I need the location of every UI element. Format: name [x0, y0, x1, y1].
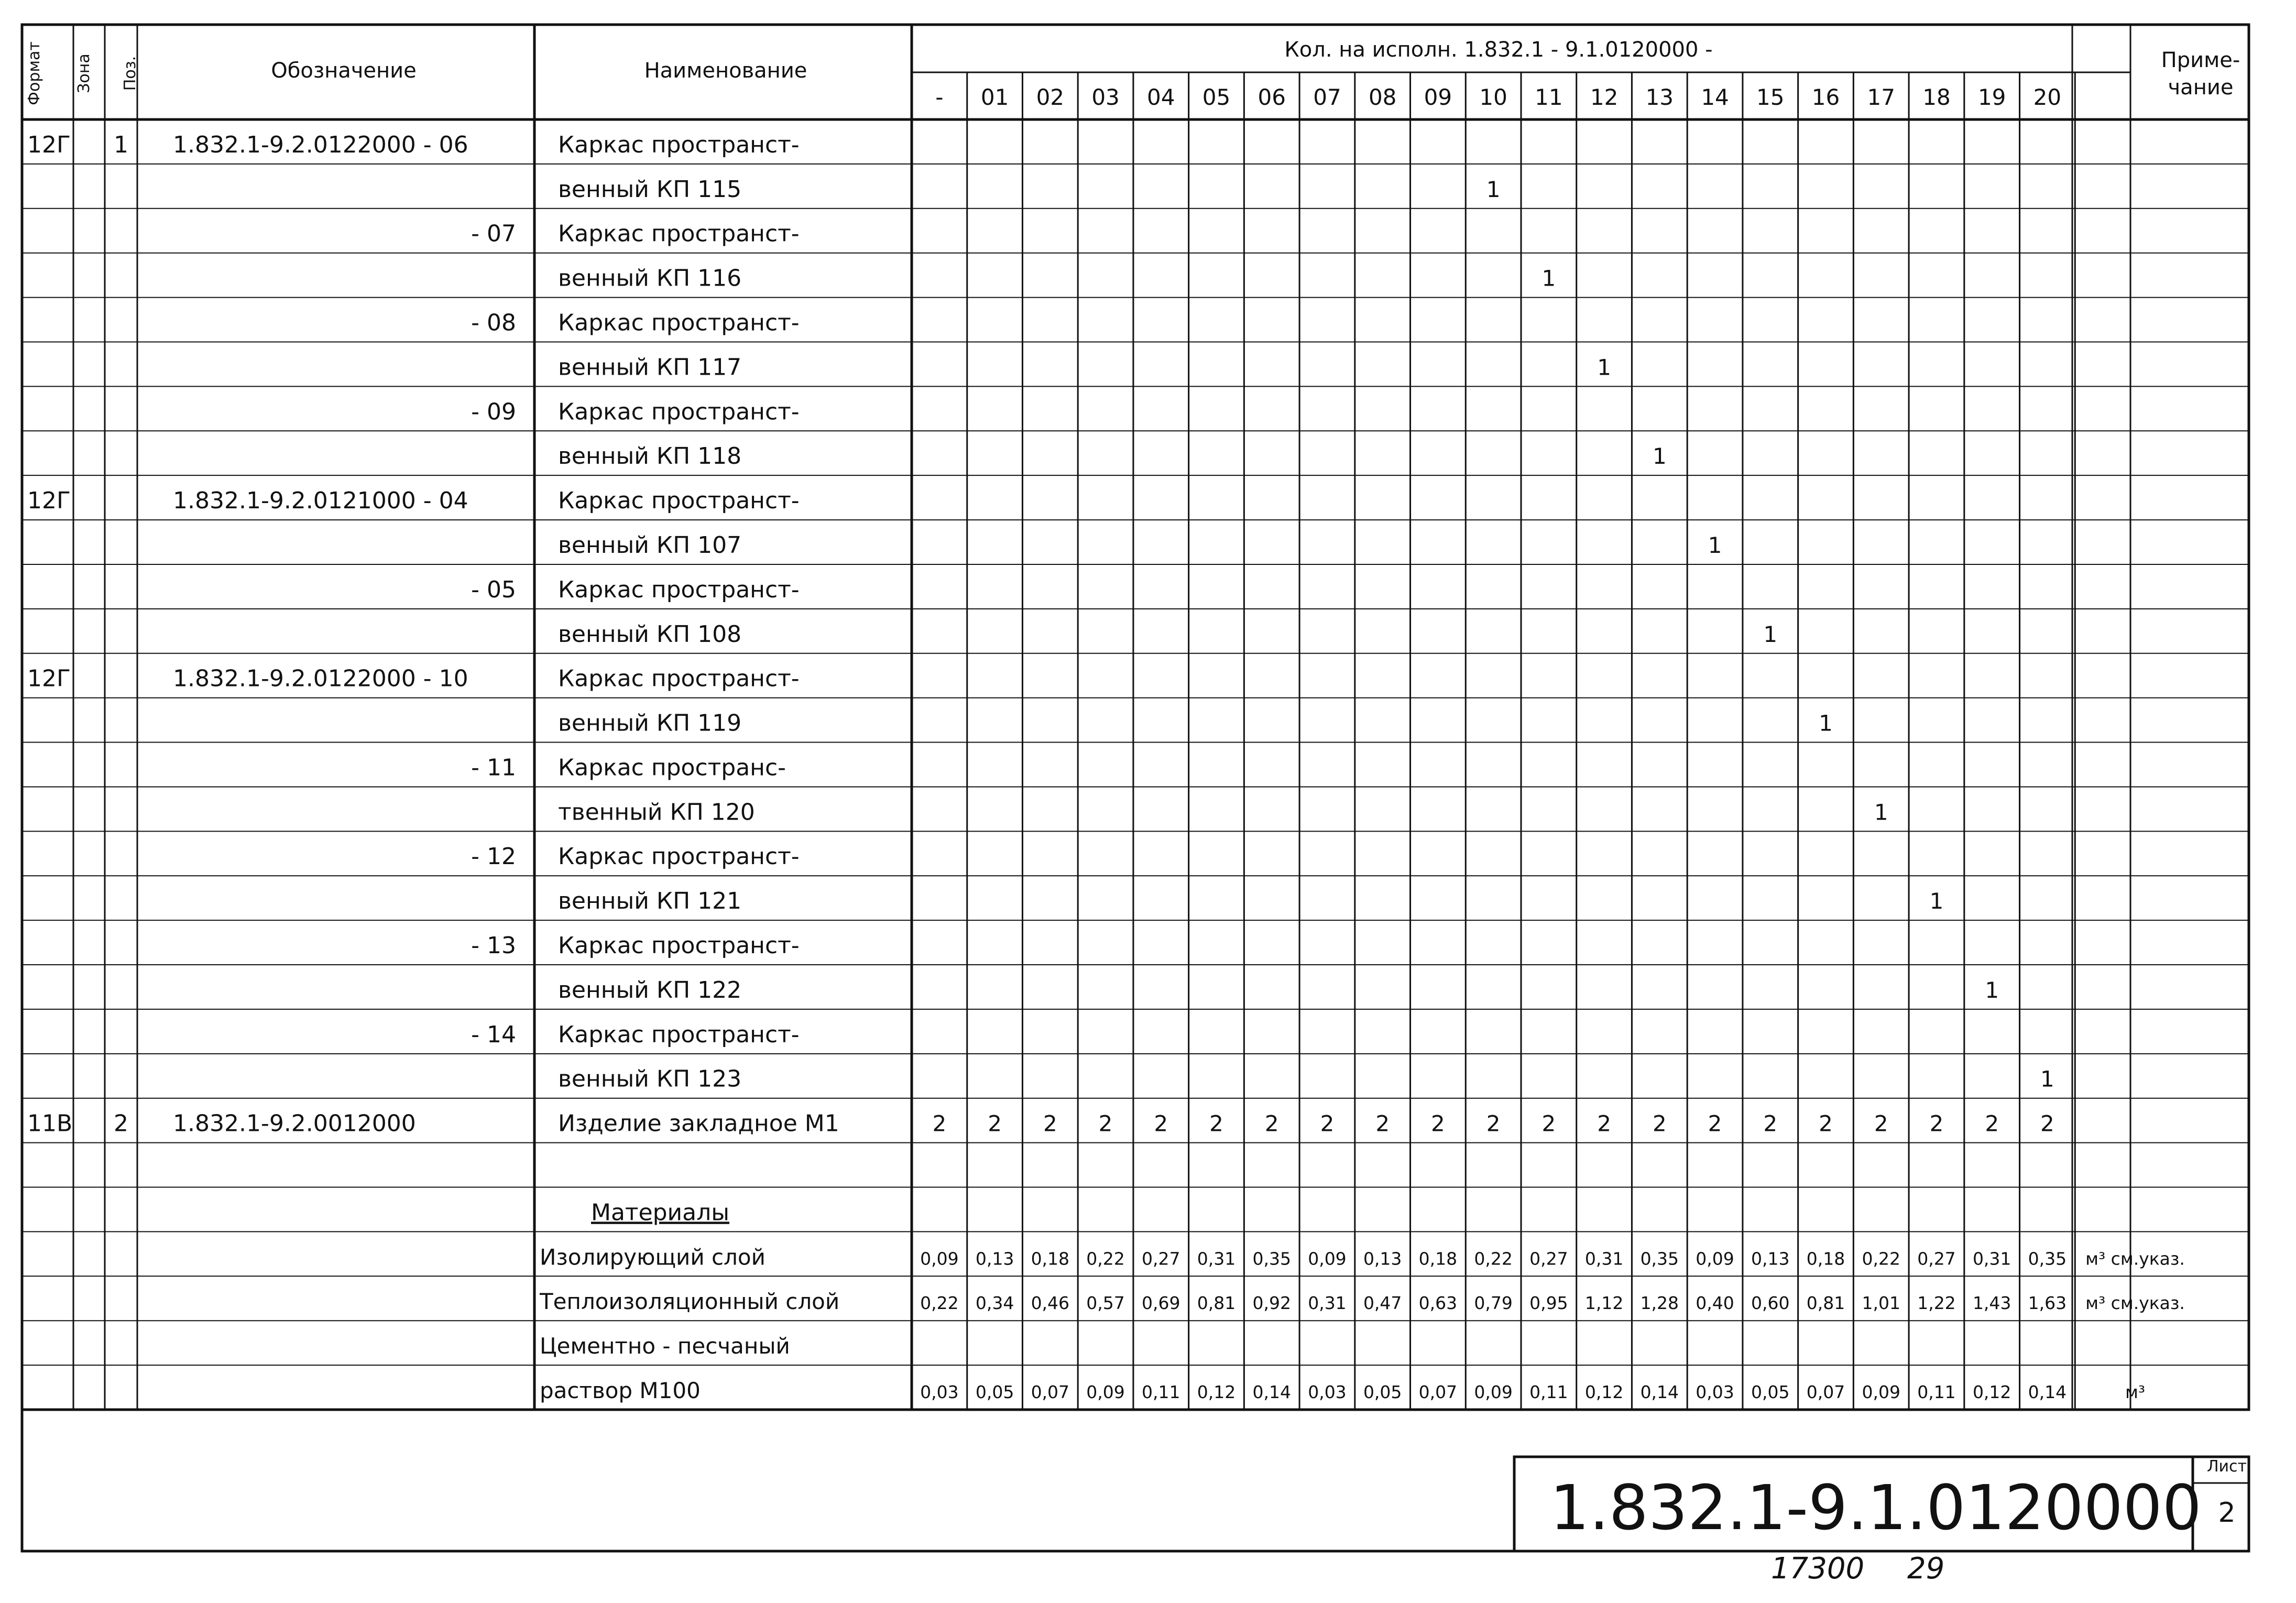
material-value: 0,81: [1806, 1293, 1845, 1314]
material-name: раствор М100: [540, 1378, 701, 1403]
row-name: венный КП 122: [558, 976, 742, 1004]
variant-label: 07: [1313, 84, 1341, 110]
material-value: 0,13: [975, 1248, 1014, 1269]
material-value: 0,57: [1086, 1293, 1125, 1314]
row-designation: - 11: [471, 754, 516, 781]
row-designation: - 14: [471, 1021, 516, 1048]
variant-label: 04: [1147, 84, 1175, 110]
row-name: твенный КП 120: [558, 799, 755, 826]
materials-section: [539, 1199, 2185, 1403]
row-quantity: 2: [988, 1110, 1002, 1137]
material-value: 0,35: [1640, 1248, 1679, 1269]
material-value: 0,12: [1972, 1382, 2011, 1402]
material-value: 0,95: [1529, 1293, 1568, 1314]
material-value: 0,18: [1418, 1248, 1458, 1269]
material-value: 0,03: [1308, 1382, 1347, 1402]
row-name: Каркас пространст-: [558, 398, 800, 426]
row-quantity: 2: [1763, 1110, 1778, 1137]
material-value: 0,63: [1418, 1293, 1458, 1314]
row-quantity: 2: [1320, 1110, 1335, 1137]
variant-header-row: [935, 84, 2061, 110]
variant-label: 12: [1590, 84, 1619, 110]
row-format: 12Г: [27, 665, 71, 692]
header-note-line1: Приме-: [2161, 48, 2240, 72]
row-name: Каркас пространст-: [558, 487, 800, 515]
row-position: 1: [114, 131, 128, 158]
header-format: Формат: [25, 41, 43, 105]
header-zone: Зона: [75, 53, 93, 93]
material-value: 0,09: [1308, 1248, 1347, 1269]
variant-label: 03: [1091, 84, 1120, 110]
row-quantity: 2: [1985, 1110, 1999, 1137]
material-value: 0,22: [1086, 1248, 1125, 1269]
material-value: 0,09: [1696, 1248, 1734, 1269]
material-name: Теплоизоляционный слой: [540, 1289, 840, 1315]
row-quantity: 2: [2040, 1110, 2054, 1137]
row-quantity: 2: [1708, 1110, 1722, 1137]
row-name: Каркас пространст-: [558, 220, 800, 247]
row-format: 12Г: [27, 487, 71, 515]
material-value: 0,18: [1806, 1248, 1845, 1269]
material-name: Цементно - песчаный: [540, 1333, 790, 1359]
row-quantity: 1: [1486, 176, 1501, 202]
variant-label: 15: [1756, 84, 1785, 110]
row-name: венный КП 116: [558, 265, 742, 292]
variant-label: 08: [1368, 84, 1397, 110]
row-quantity: 1: [1652, 443, 1667, 470]
row-quantity: 2: [1541, 1110, 1556, 1137]
header-pos: Поз.: [121, 56, 139, 91]
material-value: 0,07: [1418, 1382, 1458, 1402]
material-value: 1,63: [2028, 1293, 2067, 1314]
row-name: венный КП 121: [558, 888, 742, 915]
items-list: [27, 132, 2054, 1137]
material-value: 0,03: [920, 1382, 959, 1402]
row-name: Каркас пространст-: [558, 576, 800, 603]
row-format: 11В: [27, 1110, 73, 1137]
material-note: м³ см.указ.: [2085, 1248, 2185, 1269]
material-value: 0,27: [1917, 1248, 1956, 1269]
material-value: 0,05: [975, 1382, 1014, 1402]
variant-label: -: [935, 84, 944, 110]
row-name: Каркас пространс-: [558, 754, 786, 781]
header-note-line2: чание: [2168, 75, 2234, 100]
row-quantity: 2: [1874, 1110, 1888, 1137]
row-quantity: 2: [1819, 1110, 1833, 1137]
row-quantity: 1: [1763, 621, 1778, 647]
variant-label: 05: [1202, 84, 1231, 110]
material-value: 1,12: [1584, 1293, 1624, 1314]
row-designation: - 08: [471, 309, 516, 336]
material-value: 0,12: [1197, 1382, 1236, 1402]
material-value: 1,28: [1640, 1293, 1679, 1314]
row-name: Каркас пространст-: [558, 665, 800, 692]
material-value: 0,05: [1363, 1382, 1402, 1402]
row-quantity: 2: [1043, 1110, 1057, 1137]
stamp-number: 17300: [1771, 1552, 1865, 1586]
row-name: венный КП 123: [558, 1065, 742, 1093]
row-name: Каркас пространст-: [558, 309, 800, 336]
material-note: м³ см.указ.: [2085, 1293, 2185, 1314]
row-name: Каркас пространст-: [558, 1021, 800, 1048]
row-quantity: 2: [1264, 1110, 1279, 1137]
document-code: 1.832.1-9.1.0120000: [1550, 1471, 2202, 1544]
row-name: Каркас пространст-: [558, 843, 800, 870]
material-value: 0,60: [1751, 1293, 1790, 1314]
variant-label: 10: [1479, 84, 1507, 110]
row-quantity: 1: [1597, 354, 1611, 380]
row-quantity: 1: [1929, 888, 1944, 914]
variant-label: 13: [1645, 84, 1674, 110]
material-value: 0,81: [1197, 1293, 1236, 1314]
header-designation: Обозначение: [271, 59, 417, 83]
sheet-number: 2: [2218, 1497, 2236, 1529]
row-name: венный КП 107: [558, 531, 742, 559]
variant-label: 18: [1922, 84, 1951, 110]
material-value: 0,27: [1142, 1248, 1180, 1269]
row-name: Изделие закладное М1: [558, 1110, 839, 1137]
row-quantity: 1: [2040, 1066, 2054, 1092]
row-designation: 1.832.1-9.2.0122000 - 06: [173, 131, 468, 158]
material-value: 0,27: [1529, 1248, 1568, 1269]
row-quantity: 1: [1985, 977, 1999, 1003]
row-quantity: 2: [1652, 1110, 1667, 1137]
row-designation: 1.832.1-9.2.0121000 - 04: [173, 487, 468, 515]
row-name: венный КП 108: [558, 620, 742, 648]
material-value: 0,11: [1917, 1382, 1956, 1402]
material-value: 1,01: [1862, 1293, 1900, 1314]
material-value: 0,47: [1363, 1293, 1402, 1314]
row-designation: - 05: [471, 576, 516, 603]
variant-label: 02: [1036, 84, 1065, 110]
materials-title: Материалы: [591, 1199, 729, 1226]
material-value: 0,92: [1252, 1293, 1291, 1314]
row-quantity: 2: [1098, 1110, 1113, 1137]
material-value: 0,34: [975, 1293, 1014, 1314]
row-name: венный КП 119: [558, 710, 742, 737]
material-value: 0,05: [1751, 1382, 1790, 1402]
row-name: Каркас пространст-: [558, 932, 800, 959]
row-quantity: 2: [1375, 1110, 1390, 1137]
row-quantity: 2: [1209, 1110, 1223, 1137]
material-value: 0,13: [1751, 1248, 1790, 1269]
material-value: 0,22: [920, 1293, 959, 1314]
material-value: 0,14: [2028, 1382, 2067, 1402]
variant-label: 09: [1424, 84, 1452, 110]
material-value: 0,31: [1308, 1293, 1347, 1314]
material-value: 0,12: [1584, 1382, 1624, 1402]
material-value: 0,09: [1086, 1382, 1125, 1402]
row-designation: 1.832.1-9.2.0122000 - 10: [173, 665, 468, 692]
material-value: 0,09: [1862, 1382, 1900, 1402]
material-value: 0,14: [1252, 1382, 1291, 1402]
material-value: 0,07: [1806, 1382, 1845, 1402]
material-value: 0,11: [1142, 1382, 1180, 1402]
row-format: 12Г: [27, 131, 71, 158]
row-designation: - 09: [471, 398, 516, 426]
row-quantity: 1: [1541, 265, 1556, 291]
row-name: венный КП 118: [558, 443, 742, 470]
row-quantity: 2: [1431, 1110, 1445, 1137]
variant-label: 20: [2033, 84, 2062, 110]
row-quantity: 2: [1154, 1110, 1168, 1137]
material-value: 1,22: [1917, 1293, 1956, 1314]
row-designation: - 13: [471, 932, 516, 959]
material-value: 0,11: [1529, 1382, 1568, 1402]
row-name: венный КП 117: [558, 354, 742, 381]
sheet-label: Лист: [2206, 1457, 2247, 1476]
material-value: 0,18: [1031, 1248, 1070, 1269]
stamp-page: 29: [1907, 1552, 1945, 1586]
row-quantity: 1: [1874, 799, 1888, 825]
variant-label: 06: [1258, 84, 1286, 110]
row-name: Каркас пространст-: [558, 131, 800, 158]
variant-label: 17: [1867, 84, 1895, 110]
row-quantity: 1: [1819, 710, 1833, 736]
material-value: 0,22: [1474, 1248, 1513, 1269]
material-value: 0,13: [1363, 1248, 1402, 1269]
material-value: 0,31: [1972, 1248, 2011, 1269]
row-quantity: 2: [932, 1110, 947, 1137]
material-note: м³: [2125, 1382, 2146, 1402]
row-quantity: 2: [1597, 1110, 1611, 1137]
material-value: 0,31: [1197, 1248, 1236, 1269]
material-value: 0,69: [1142, 1293, 1180, 1314]
row-quantity: 2: [1929, 1110, 1944, 1137]
material-value: 0,09: [1474, 1382, 1513, 1402]
header-name: Наименование: [644, 59, 807, 83]
material-value: 0,35: [2028, 1248, 2067, 1269]
variant-label: 01: [980, 84, 1009, 110]
row-designation: - 12: [471, 843, 516, 870]
row-designation: - 07: [471, 220, 516, 247]
table-grid: [22, 25, 2249, 1551]
row-position: 2: [114, 1110, 128, 1137]
variant-label: 19: [1977, 84, 2006, 110]
material-name: Изолирующий слой: [540, 1244, 766, 1270]
material-value: 0,09: [920, 1248, 959, 1269]
row-name: венный КП 115: [558, 176, 742, 203]
material-value: 1,43: [1972, 1293, 2011, 1314]
material-value: 0,40: [1696, 1293, 1734, 1314]
material-value: 0,07: [1031, 1382, 1070, 1402]
material-value: 0,35: [1252, 1248, 1291, 1269]
variant-label: 16: [1811, 84, 1840, 110]
variant-label: 14: [1701, 84, 1729, 110]
variant-label: 11: [1535, 84, 1563, 110]
row-designation: 1.832.1-9.2.0012000: [173, 1110, 416, 1137]
material-value: 0,03: [1696, 1382, 1734, 1402]
row-quantity: 1: [1708, 532, 1722, 558]
material-value: 0,14: [1640, 1382, 1679, 1402]
header-qty-title: Кол. на исполн. 1.832.1 - 9.1.0120000 -: [1284, 38, 1713, 62]
material-value: 0,46: [1031, 1293, 1070, 1314]
row-quantity: 2: [1486, 1110, 1501, 1137]
material-value: 0,22: [1862, 1248, 1900, 1269]
material-value: 0,31: [1584, 1248, 1624, 1269]
material-value: 0,79: [1474, 1293, 1513, 1314]
